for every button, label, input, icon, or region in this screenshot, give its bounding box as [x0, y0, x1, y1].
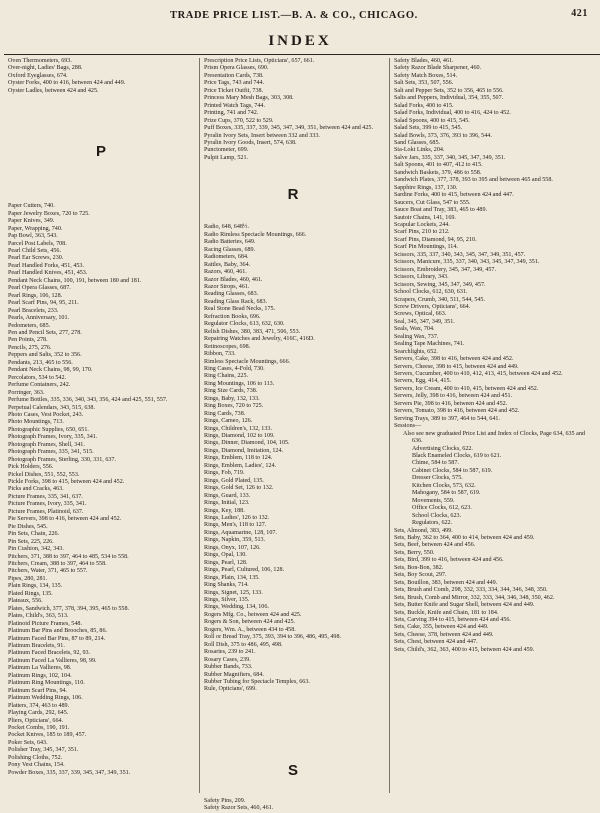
index-entry: Platinum Faced Bracelets, 92, 93. [8, 650, 91, 657]
index-entry: Servers, Ice Cream, 400 to 410, 415, between 424 and 452. [394, 385, 539, 392]
page-number: 421 [571, 8, 588, 19]
index-entry: Platinum Scarf Pins, 94. [8, 687, 68, 694]
index-entry: Sautoir Chains, 141, 169. [394, 214, 456, 221]
index-entry: Parcel Post Labels, 708. [8, 240, 67, 247]
header-rule [4, 54, 600, 55]
index-entry: Pin Sets, 225, 226. [8, 538, 54, 545]
index-entry: Seal, 345, 347, 349, 351. [394, 318, 455, 325]
index-entry: Sta-Lokt Links, 204. [394, 147, 445, 154]
index-entry: School Clocks, 612, 630, 631. [394, 289, 468, 296]
index-entry: Pendants, 213, 465 to 556. [8, 359, 73, 366]
index-entry: Rosaries, 239 to 241. [204, 649, 256, 656]
index-entry: Pyralin Ivory Sets, Insert between 332 and 333. [204, 132, 320, 139]
index-entry: Oyster Ladles, between 424 and 425. [8, 87, 99, 94]
index-entry: Pitchers, Water, 371, 465 to 557. [8, 568, 88, 575]
index-entry: Pitchers, 371, 388 to 397, 464 to 485, 534 to 558. [8, 553, 129, 560]
index-entry: Radio Batteries, 649. [204, 239, 256, 246]
index-entry: Safety Match Boxes, 514. [394, 72, 458, 79]
index-entry: Pen and Pencil Sets, 277, 278. [8, 329, 82, 336]
index-entry: Sets, Baby, 362 to 364, 400 to 414, between 424 and 459. [394, 535, 535, 541]
index-entry: Ribbon, 733. [204, 351, 236, 358]
index-entry: Real Stone Bead Necks, 175. [204, 306, 276, 313]
section-letter: P [95, 143, 106, 161]
index-entry: Sealing Tape Machines, 741. [394, 341, 465, 348]
index-entry: Photograph Frames, Shell, 341. [8, 441, 85, 448]
index-entry: Rings, Napkin, 359, 513. [204, 537, 266, 544]
index-entry: Pearls, Anniversary, 101. [8, 315, 70, 322]
index-entry: Pocket Combs, 190, 191. [8, 724, 70, 731]
index-entry: Ring Size Cards, 738. [204, 388, 258, 395]
index-entry: Photograph Frames, Sterling, 330, 331, 637. [8, 456, 116, 463]
index-entry: Scissors, Manicure, 335, 337, 340, 343, 345, 347, 349, 351. [394, 259, 540, 266]
index-entry: Sandwich Baskets, 379, 486 to 558. [394, 169, 482, 176]
index-entry: Photo Cases, Vest Pocket, 243. [8, 411, 84, 418]
index-entry: Ring Cards, 738. [204, 410, 246, 417]
index-entry: Servers, Cheese, 398 to 415, between 424 and 449. [394, 363, 519, 370]
index-entry: Powder Boxes, 335, 337, 339, 345, 347, 349, 351. [8, 769, 131, 776]
index-entry: Rosary Cases, 239. [204, 656, 251, 663]
index-entry: Paper, Wrapping, 740. [8, 225, 63, 232]
index-entry: Razor Blades, 460, 461. [204, 276, 263, 283]
index-entry: Reading Glass Rack, 683. [204, 298, 268, 305]
index-entry: Salts and Peppers, Individual, 354, 355, 507. [394, 95, 504, 102]
index-entry: Relish Dishes, 380, 383, 471, 506, 553. [204, 328, 301, 335]
index-entry: Rings, Diamond, Imitation, 124. [204, 447, 284, 454]
index-entry: Prize Cups, 370, 522 to 529. [204, 117, 274, 124]
index-entry: Pearl Opera Glasses, 687. [8, 285, 71, 292]
index-entry: Pie Servers, 398 to 416, between 424 and 452. [8, 516, 122, 523]
column-divider [389, 58, 390, 793]
index-entry: Pencils, 275, 276. [8, 344, 52, 351]
index-entry: Perfume Containers, 242. [8, 382, 71, 389]
index-entry: Scarf Pin Mountings, 114. [394, 244, 458, 251]
index-entry: Saucers, Cut Glass, 547 to 555. [394, 199, 471, 206]
index-entry: Sapphire Rings, 137, 130. [394, 184, 458, 191]
section-letter: S [287, 761, 298, 779]
index-entry: Sardine Forks, 400 to 415, between 424 and 447. [394, 192, 514, 199]
index-entry: Servers, Jelly, 398 to 416, between 424 and 451. [394, 393, 513, 400]
index-entry: Platinum La Vallieres, 98. [8, 665, 72, 672]
index-entry: Plated Rings, 135. [8, 590, 53, 597]
index-entry: Servers, Tomato, 398 to 416, between 424 and 452. [394, 408, 520, 415]
index-entry: Sets, Chest, between 424 and 447. [394, 639, 478, 646]
index-entry: Racing Glasses, 689. [204, 246, 256, 253]
index-entry: Salad Spoons, 400 to 415, 545. [394, 117, 470, 124]
index-subentry: Regulators, 622. [412, 520, 453, 527]
index-entry: Prescription Price Lists, Opticians', 657, 661. [204, 58, 315, 64]
index-column-2 [204, 58, 382, 812]
index-entry: Pickle Forks, 398 to 415, between 424 and 452. [8, 479, 125, 486]
index-entry: Refraction Books, 696. [204, 313, 261, 320]
index-entry: Peppers and Salts, 352 to 356. [8, 352, 82, 359]
index-entry: Oven Thermometers, 693. [8, 58, 72, 64]
index-entry: Sand Glasses, 685. [394, 139, 441, 146]
index-entry: Sets, Child's, 362, 363, 400 to 415, between 424 and 459. [394, 646, 535, 653]
index-subentry: Office Clocks, 612, 623. [412, 505, 472, 512]
index-column-1 [8, 58, 194, 793]
index-entry: Platinoid Picture Frames, 548. [8, 620, 82, 627]
index-entry: Pearl Handled Knives, 451, 453. [8, 270, 88, 277]
index-subentry: Dresser Clocks, 575. [412, 475, 463, 482]
index-entry: Salve Jars, 335, 337, 340, 345, 347, 349, 351. [394, 154, 506, 161]
index-entry: Platinum Rings, 102, 104. [8, 672, 72, 679]
index-entry: Sets, Bon-Bon, 382. [394, 564, 444, 571]
index-entry: Rings, Cameo, 126. [204, 418, 253, 425]
index-entry: Oyster Forks, 400 to 416, between 424 and 449. [8, 80, 126, 87]
index-subentry: School Clocks, 623. [412, 512, 462, 519]
index-entry: Rings, Emblem, 118 to 124. [204, 455, 273, 462]
index-entry: Roll Dish, 375 to 486, 495, 498. [204, 641, 283, 648]
index-entry: Rule, Opticians', 699. [204, 686, 257, 693]
index-entry: Rings, Ladies', 126 to 132. [204, 515, 270, 522]
index-entry: Radiometers, 684. [204, 254, 249, 261]
index-entry: Servers, Cake, 398 to 416, between 424 and 452. [394, 356, 514, 363]
index-entry: Sets, Almond, 383, 499. [394, 527, 453, 534]
index-entry: Paper Knives, 349. [8, 218, 55, 225]
index-entry: Sealing Wax, 737. [394, 333, 439, 340]
running-title: TRADE PRICE LIST.—B. A. & CO., CHICAGO. [170, 10, 418, 21]
index-entry: Rings, Gold Set, 126 to 132. [204, 485, 274, 492]
index-entry: Plates, Sandwich, 377, 378, 394, 395, 465 to 558. [8, 605, 130, 612]
index-entry: Seals, Wax, 704. [394, 326, 435, 333]
index-entry: Salt Sets, 353, 507, 556. [394, 80, 454, 87]
index-entry: Pedometers, 685. [8, 322, 51, 329]
index-entry: Razors, 460, 461. [204, 269, 247, 276]
index-entry: Pendant Neck Chains, 98, 99, 170. [8, 367, 93, 374]
index-entry: Scissors, Sewing, 345, 347, 349, 457. [394, 281, 486, 288]
index-entry: Photo Mountings, 713. [8, 419, 64, 426]
page-header [30, 8, 590, 22]
index-entry: Rings, Pearl, Cultured, 106, 128. [204, 567, 285, 574]
index-entry: Rubber Bands, 733. [204, 664, 253, 671]
index-entry: Rimless Spectacle Mountings, 666. [204, 358, 291, 365]
index-entry: Salt and Pepper Sets, 352 to 356, 465 to 556. [394, 87, 504, 94]
index-entry: Rings, Plain, 134, 135. [204, 574, 260, 581]
index-entry: Rings, Wedding, 134, 106. [204, 604, 269, 611]
index-subentry: Mahogany, 584 to 587, 619. [412, 490, 481, 497]
index-entry: Sets, Beef, between 424 and 456. [394, 542, 476, 549]
index-entry: Picture Frames, Platinoid, 637. [8, 508, 84, 515]
index-entry: Pin Sets, Chain, 226. [8, 531, 60, 538]
index-subentry: Cabinet Clocks, 584 to 587, 619. [412, 467, 493, 474]
index-entry: Sets, Butter Knife and Sugar Shell, between 424 and 449. [394, 602, 535, 609]
index-entry: Rings, Diamond, 102 to 109. [204, 433, 275, 440]
index-entry: Pearl Bracelets, 233. [8, 307, 59, 314]
index-entry: Scarf Pins, 210 to 212. [394, 229, 450, 236]
index-entry: Screws, Optical, 663. [394, 311, 447, 318]
index-entry: Prism Opera Glasses, 690. [204, 65, 269, 72]
index-entry: Salad Forks, 400 to 415. [394, 102, 454, 109]
index-entry: Pearl Handled Forks, 451, 453. [8, 262, 84, 269]
index-entry: Rings, Men's, 118 to 127. [204, 522, 267, 529]
index-entry: Pipes, 280, 281. [8, 575, 48, 582]
index-entry: Plateaux, 556. [8, 598, 43, 605]
index-entry: Rings, Silver, 135. [204, 597, 250, 603]
index-subentry: Kitchen Clocks, 573, 632. [412, 482, 476, 489]
index-entry: Ring Boxes, 720 to 725. [204, 403, 264, 410]
index-entry: Photograph Frames, Ivory, 335, 341. [8, 434, 98, 441]
index-entry: Sets, Cheese, 378, between 424 and 449. [394, 631, 494, 638]
index-entry: Photograph Frames, 335, 341, 515. [8, 449, 94, 456]
index-subentry: Movements, 559. [412, 497, 455, 504]
index-entry: Salad Bowls, 373, 376, 393 to 396, 544. [394, 132, 492, 139]
index-entry: Salad Forks, Individual, 400 to 416, 424 to 452. [394, 110, 511, 117]
index-entry: Printing, 741 and 742. [204, 110, 259, 117]
index-entry: Servers, Egg, 414, 415. [394, 378, 452, 385]
index-entry: Plates, Child's, 363, 513. [8, 613, 69, 620]
index-entry: Rings, Signet, 125, 133. [204, 589, 263, 596]
index-entry: Retinoscopes, 698. [204, 343, 251, 350]
index-entry: Scissors, Embroidery, 345, 347, 349, 457. [394, 266, 497, 273]
index-entry: Pyralin Ivory Goods, Insert, 574, 638. [204, 139, 297, 146]
index-entry: Oxford Eyeglasses, 674. [8, 72, 68, 79]
index-entry: Presentation Cards, 738. [204, 72, 264, 79]
index-entry: Platters, 374, 463 to 489. [8, 702, 70, 709]
index-entry: Rogers Mfg. Co., between 424 and 425. [204, 611, 302, 618]
index-entry: Pearl Child Sets, 456. [8, 247, 61, 254]
index-entry: Porringer, 363. [8, 389, 45, 396]
index-entry: Screw Drivers, Opticians', 664. [394, 303, 471, 310]
index-subentry: Also see new graduated Price List and Index of Clocks, Page 634, 635 and 636. [403, 430, 585, 445]
index-entry: Platinum Bracelets, 91. [8, 643, 65, 649]
index-entry: Sets, Boy Scout, 297. [394, 572, 447, 579]
index-entry: Radio, 648, 648½. [204, 224, 250, 231]
index-subentry: Black Enameled Clocks, 619 to 621. [412, 453, 502, 460]
index-entry: Razor Strops, 461. [204, 283, 250, 290]
index-entry: Perfume Bottles, 335, 336, 340, 343, 356, 424 and 425, 551, 557. [8, 397, 168, 404]
index-entry: Pearl Rings, 106, 128. [8, 292, 63, 299]
index-entry: Puff Boxes, 335, 337, 339, 345, 347, 349, 351, between 424 and 425. [204, 125, 373, 132]
index-entry: Salt Spoons, 401 to 407, 412 to 415. [394, 162, 483, 169]
index-entry: Serving Trays, 389 to 397, 464 to 544, 641. [394, 415, 500, 422]
index-entry: Percolators, 534 to 542. [8, 374, 67, 381]
index-entry: Rogers, Wm. A., between 434 to 458. [204, 626, 296, 633]
index-entry: Rings, Baby, 132, 133. [204, 395, 260, 402]
index-entry: Searchlights, 652. [394, 348, 438, 355]
index-entry: Rings, Emblem, Ladies', 124. [204, 462, 277, 469]
section-letter: R [287, 186, 299, 204]
index-entry: Scissors, 335, 337, 340, 343, 345, 347, 349, 351, 457. [394, 251, 526, 258]
index-entry: Pick Holders, 556. [8, 464, 54, 471]
index-entry: Sets, Brush and Comb, 298, 332, 333, 334, 344, 346, 348, 350. [394, 587, 548, 594]
column-divider [199, 58, 200, 793]
index-entry: Salad Sets, 399 to 415, 545. [394, 125, 463, 132]
index-entry: Platinum Bar Pins and Brooches, 85, 86. [8, 628, 108, 635]
index-entry: Ring Cases, 4-Fold, 730. [204, 365, 265, 372]
index-entry: Picture Frames, 335, 341, 637. [8, 493, 83, 500]
index-entry: Pearl Scarf Pins, 94, 95, 211. [8, 300, 79, 307]
index-entry: Rings, Dinner, Diamond, 104, 105. [204, 440, 290, 447]
index-entry: Plain Rings, 134, 135. [8, 583, 63, 590]
index-entry: Pearl Ear Screws, 230. [8, 255, 64, 262]
index-entry: Pony Vest Chains, 154. [8, 762, 65, 769]
index-entry: Rings, Fob, 719. [204, 470, 245, 477]
index-entry: Rogers & Son, between 424 and 425. [204, 619, 296, 626]
index-entry: Price Tags, 743 and 744. [204, 80, 265, 87]
index-column-3 [394, 58, 594, 793]
index-entry: Sauce Boat and Tray, 383, 465 to 489. [394, 207, 488, 214]
index-entry: Rings, Opal, 130. [204, 552, 247, 559]
index-entry: Ring Shanks, 714. [204, 582, 249, 589]
index-entry: Servers, Cucumber, 400 to 410, 412, 413, 415, between 424 and 452. [394, 371, 563, 378]
index-entry: Picture Frames, Ivory, 335, 341. [8, 501, 87, 508]
index-entry: Rings, Onyx, 107, 126. [204, 544, 261, 551]
index-entry: Rings, Aquamarine, 128, 107. [204, 529, 277, 536]
index-entry: Pickel Dishes, 551, 552, 553. [8, 471, 80, 478]
index-entry: Pitchers, Cream, 388 to 397, 464 to 558. [8, 561, 107, 568]
index-entry: Paper Jewelry Boxes, 720 to 725. [8, 210, 90, 217]
index-entry: Printed Watch Tags, 744. [204, 102, 265, 109]
index-entry: Punctometer, 699. [204, 147, 249, 154]
index-entry: Pliers, Opticians', 664. [8, 717, 64, 724]
index-entry: Rubber Magnifiers, 684. [204, 671, 264, 678]
index-entry: Sets, Berry, 550. [394, 549, 435, 556]
index-entry: Playing Cards, 292, 645. [8, 710, 69, 717]
index-entry: Ring Chains, 225. [204, 373, 249, 380]
index-entry: Platinum Ring Mountings, 110. [8, 680, 85, 687]
index-entry: Roll or Bread Tray, 375, 393, 394 to 396, 486, 495, 498. [204, 634, 342, 641]
index-entry: Safety Pins, 209. [204, 797, 246, 804]
index-entry: Scapular Lockets, 244. [394, 221, 450, 228]
index-entry: Pin Cushion, 342, 343. [8, 546, 64, 553]
index-entry: Rattles, Baby, 364. [204, 261, 251, 268]
index-entry: Pen Points, 278. [8, 337, 48, 344]
index-entry: Sets, Carving 394 to 415, between 424 and 456. [394, 616, 511, 623]
index-entry: Ring Mountings, 106 to 113. [204, 380, 275, 387]
index-entry: Perpetual Calendars, 343, 515, 638. [8, 404, 95, 411]
index-entry: Radio Rimless Spectacle Mountings, 666. [204, 231, 307, 238]
index-entry: Polisher Tray, 345, 347, 351. [8, 747, 79, 754]
index-entry: Scarf Pins, Diamond, 94, 95, 210. [394, 236, 477, 243]
index-entry: Scissors, Library, 343. [394, 274, 449, 281]
index-entry: Rings, Key, 188. [204, 507, 245, 514]
index-entry: Pendant Neck Chains, 100, 191, between 180 and 181. [8, 277, 142, 284]
index-heading: INDEX [268, 33, 332, 49]
index-entry: Sessions— [394, 423, 422, 430]
index-entry: Rings, Gold Plated, 135. [204, 477, 264, 484]
index-entry: Paper Cutters, 740. [8, 203, 55, 210]
index-entry: Sets, Brush, Comb and Mirror, 332, 333, 344, 346, 348, 350, 462. [394, 594, 555, 601]
index-entry: Platinum Faced Bar Pins, 87 to 89, 214. [8, 635, 106, 642]
index-entry: Princess Mary Mesh Bags, 303, 308. [204, 95, 294, 102]
index-entry: Sandwich Plates, 377, 378, 393 to 395 and between 465 and 558. [394, 177, 553, 184]
index-entry: Safety Razor Sets, 460, 461. [204, 805, 274, 812]
index-entry: Sets, Bird, 399 to 416, between 424 and 456. [394, 557, 504, 564]
index-entry: Servers Pie, 398 to 416, between 424 and 452. [394, 400, 508, 407]
index-entry: Regulator Clocks, 613, 632, 630. [204, 321, 285, 328]
index-entry: Rings, Guard, 133. [204, 492, 251, 499]
index-subentry: Chime, 584 to 587. [412, 460, 459, 467]
index-entry: Photographic Supplies, 650, 651. [8, 426, 89, 433]
index-subentry: Advertising Clocks, 622. [412, 445, 473, 452]
index-entry: Scrapers, Crumb, 340, 511, 544, 545. [394, 296, 486, 303]
index-entry: Over-night, Ladies' Bags, 288. [8, 65, 83, 72]
index-entry: Rings, Initial, 123. [204, 500, 250, 507]
index-entry: Pap Bowl, 363, 543. [8, 233, 58, 240]
index-entry: Rings, Children's, 132, 133. [204, 425, 272, 432]
index-entry: Safety Razor Blade Sharpener, 460. [394, 65, 482, 72]
index-entry: Reading Glasses, 683. [204, 291, 259, 298]
index-entry: Price Ticket Outfit, 738. [204, 87, 264, 94]
index-entry: Pocket Knives, 185 to 189, 457. [8, 732, 87, 739]
index-entry: Sets, Buckle, Knife and Chain, 181 to 184. [394, 609, 499, 616]
index-entry: Platinum Wedding Rings, 106. [8, 695, 83, 702]
index-entry: Pulpit Lamp, 521. [204, 154, 249, 161]
index-entry: Platinum Faced La Vallieres, 98, 99. [8, 657, 97, 664]
index-entry: Repairing Watches and Jewelry, 416C, 416D. [204, 336, 315, 343]
index-entry: Rubber Tubing for Spectacle Temples, 663. [204, 678, 310, 685]
index-entry: Sets, Cake, 355, between 424 and 449. [394, 624, 489, 631]
index-entry: Picks and Cracks, 463. [8, 486, 64, 493]
index-entry: Safety Blades, 460, 461. [394, 58, 454, 64]
index-entry: Rings, Pearl, 128. [204, 559, 248, 566]
index-entry: Polishing Cloths, 752. [8, 754, 63, 761]
index-entry: Poker Sets, 643. [8, 739, 48, 746]
index-entry: Pie Dishes, 545. [8, 523, 48, 530]
index-entry: Sets, Bouillon, 383, between 424 and 449. [394, 579, 498, 586]
